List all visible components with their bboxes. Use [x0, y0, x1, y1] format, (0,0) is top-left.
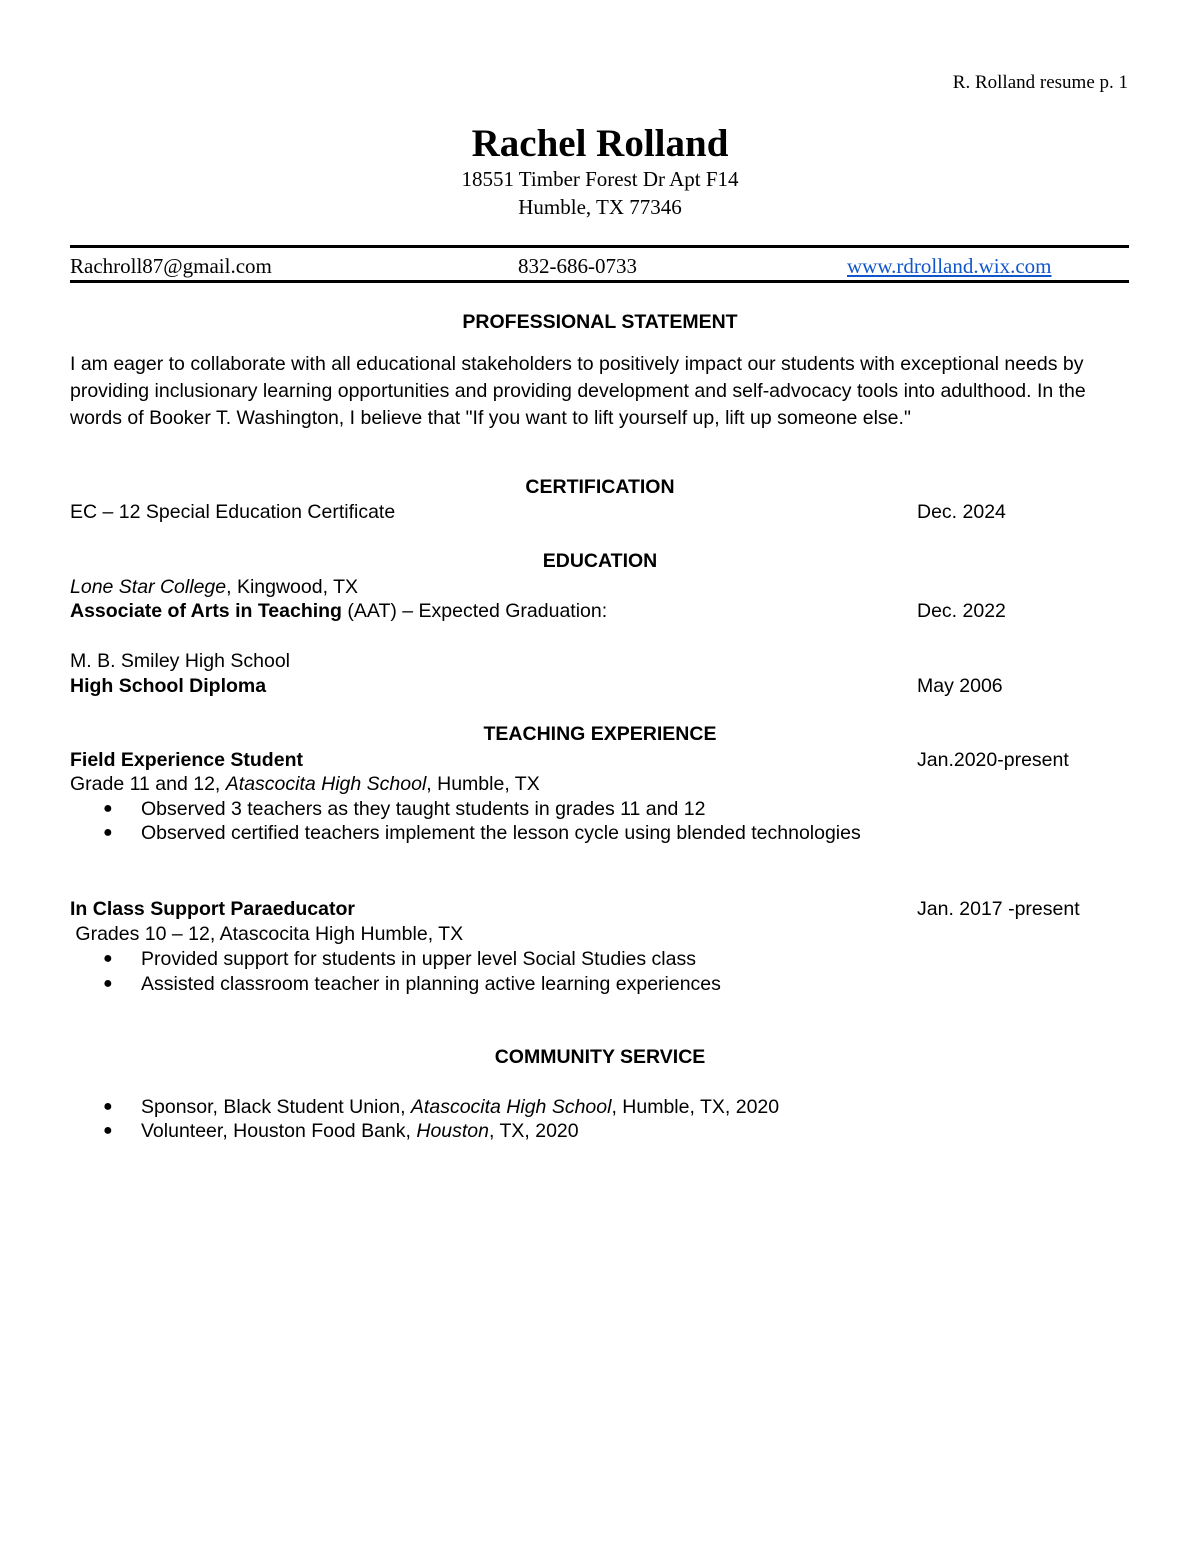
- job-location-2: Grades 10 – 12, Atascocita High Humble, TX: [70, 923, 464, 945]
- page-header: R. Rolland resume p. 1: [952, 72, 1128, 93]
- contact-rule-bottom: [70, 280, 1129, 283]
- professional-statement-text: I am eager to collaborate with all educational stakeholders to positively impact our students with exceptional needs by providing inclusionary learning opportunities and providing development and self-advocacy tools into adulthood. In the words of Booker T. Washington, I believe that "If you want to lift yourself up, lift up someone else.": [70, 353, 1086, 429]
- school-name: Lone Star College: [70, 576, 227, 598]
- education-school-2: M. B. Smiley High School: [70, 650, 290, 672]
- location-grades: Grade 11 and 12,: [70, 773, 226, 795]
- job-2-bullet-1: Provided support for students in upper level Social Studies class: [141, 948, 696, 970]
- degree-name: Associate of Arts in Teaching: [70, 600, 342, 622]
- community-item-2: [141, 1120, 579, 1143]
- bullet-icon: ●: [103, 950, 113, 967]
- job-1-bullet-2: Observed certified teachers implement the lesson cycle using blended technologies: [141, 822, 861, 844]
- job-date-2: Jan. 2017 -present: [917, 898, 1080, 920]
- service-org: Atascocita High School: [410, 1096, 612, 1118]
- certification-title: EC – 12 Special Education Certificate: [70, 501, 396, 523]
- bullet-icon: ●: [103, 1122, 113, 1139]
- service-org: Houston: [416, 1120, 489, 1142]
- candidate-name: Rachel Rolland: [471, 122, 729, 165]
- bullet-icon: ●: [103, 824, 113, 841]
- job-title-1: Field Experience Student: [70, 749, 303, 771]
- service-detail: , TX, 2020: [489, 1120, 579, 1142]
- job-2-bullet-2: Assisted classroom teacher in planning active learning experiences: [141, 973, 721, 995]
- education-date-1: Dec. 2022: [917, 600, 1006, 622]
- service-detail: , Humble, TX, 2020: [611, 1096, 780, 1118]
- job-1-bullet-1: Observed 3 teachers as they taught students in grades 11 and 12: [141, 798, 706, 820]
- education-degree-1: [70, 600, 607, 623]
- location-school: Atascocita High School: [225, 773, 427, 795]
- address-line-2: Humble, TX 77346: [518, 195, 682, 219]
- bullet-icon: ●: [103, 1098, 113, 1115]
- email: Rachroll87@gmail.com: [70, 254, 272, 278]
- website-link[interactable]: www.rdrolland.wix.com: [847, 254, 1052, 278]
- education-degree-2: [70, 675, 266, 698]
- service-role: Volunteer, Houston Food Bank,: [141, 1120, 417, 1142]
- service-role: Sponsor, Black Student Union,: [141, 1096, 411, 1118]
- heading-certification: CERTIFICATION: [525, 476, 675, 498]
- bullet-icon: ●: [103, 800, 113, 817]
- job-title-2: In Class Support Paraeducator: [70, 898, 355, 920]
- heading-community-service: COMMUNITY SERVICE: [494, 1046, 706, 1068]
- heading-education: EDUCATION: [542, 550, 658, 572]
- phone: 832-686-0733: [518, 254, 637, 278]
- certification-date: Dec. 2024: [917, 501, 1006, 523]
- education-school-1: [70, 576, 358, 599]
- education-date-2: May 2006: [917, 675, 1003, 697]
- heading-professional-statement: PROFESSIONAL STATEMENT: [462, 311, 738, 333]
- heading-teaching-experience: TEACHING EXPERIENCE: [483, 723, 717, 745]
- job-location-1: [70, 773, 540, 796]
- degree-detail: (AAT) – Expected Graduation:: [341, 600, 608, 622]
- address-line-1: 18551 Timber Forest Dr Apt F14: [461, 167, 739, 191]
- location-city: , Humble, TX: [426, 773, 540, 795]
- degree-name: High School Diploma: [70, 675, 267, 697]
- community-item-1: [141, 1096, 779, 1119]
- job-date-1: Jan.2020-present: [917, 749, 1069, 771]
- bullet-icon: ●: [103, 975, 113, 992]
- contact-rule-top: [70, 245, 1129, 248]
- school-location: , Kingwood, TX: [226, 576, 358, 598]
